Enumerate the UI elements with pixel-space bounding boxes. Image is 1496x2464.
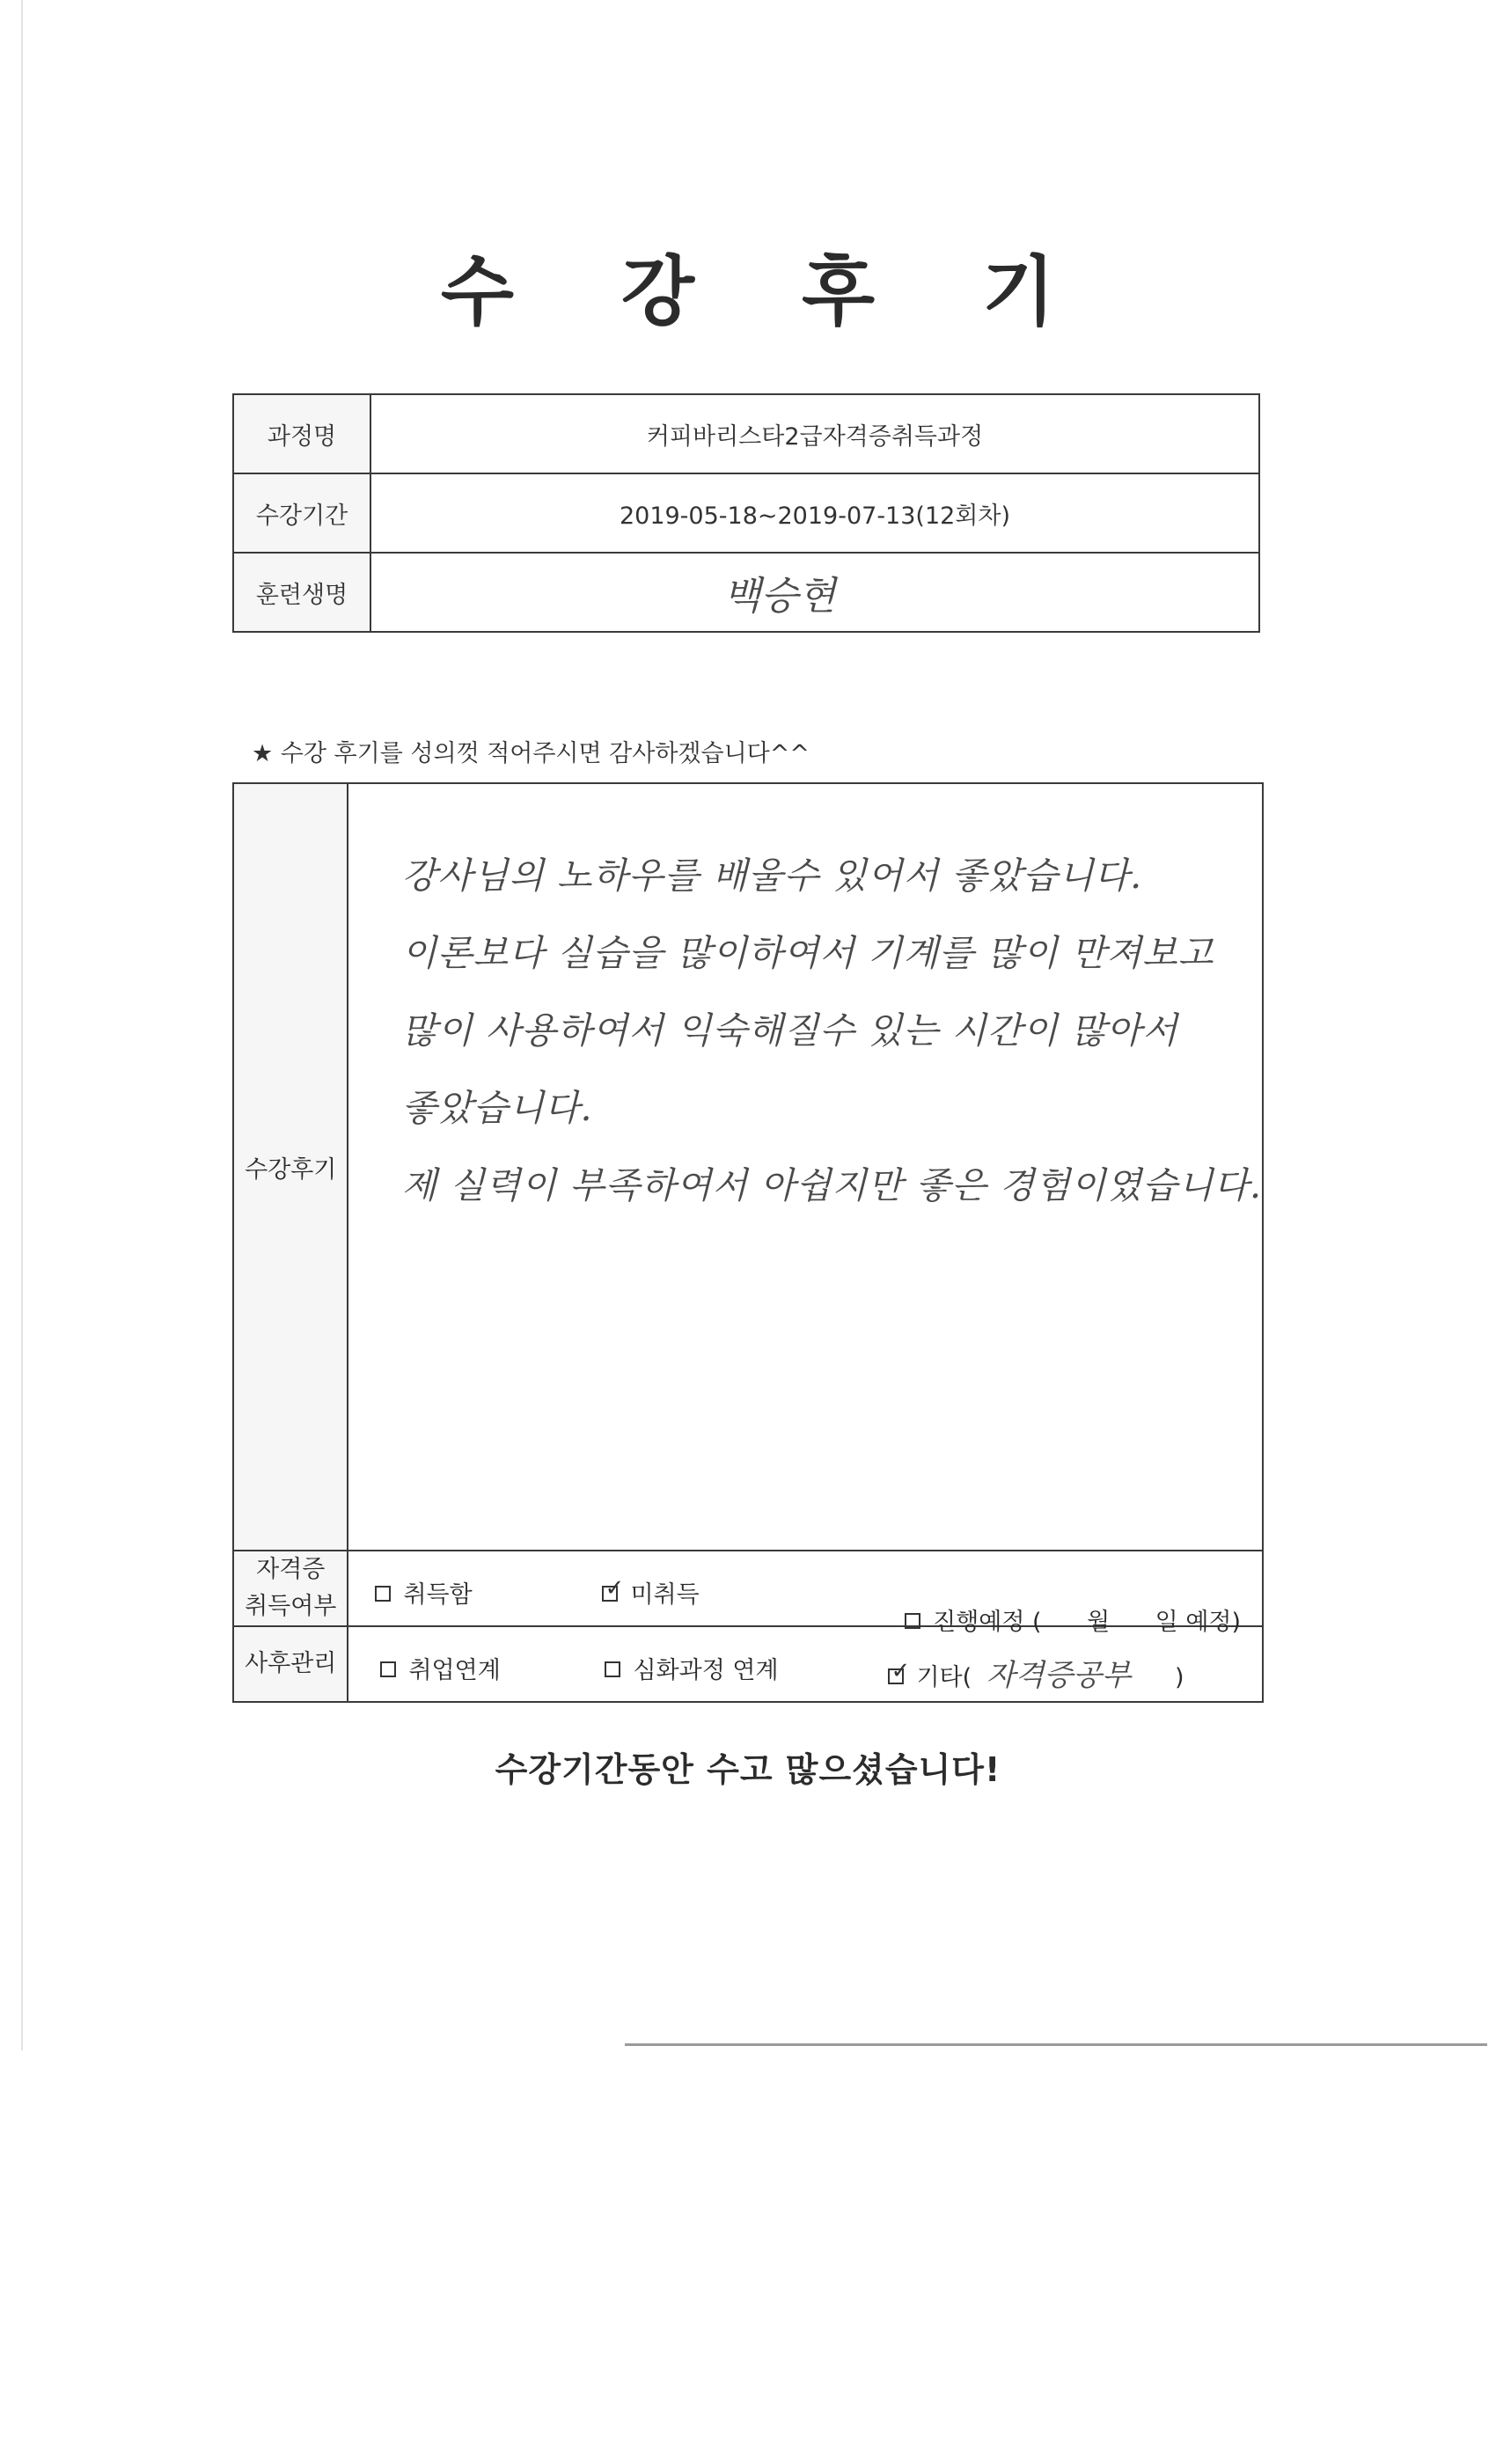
review-label: 수강후기 — [233, 783, 348, 1551]
review-line: 많이 사용하여서 익숙해질수 있는 시간이 많아서 — [401, 1009, 1178, 1052]
certification-label-line2: 취득여부 — [245, 1593, 337, 1620]
option-other-close: ) — [1175, 1664, 1184, 1691]
option-other-value: 자격증공부 — [986, 1658, 1131, 1693]
checkbox-job-link[interactable] — [380, 1661, 396, 1677]
trainee-name: 백승현 — [370, 553, 1259, 632]
option-in-progress-label: 진행예정 ( 월 일 예정) — [933, 1609, 1242, 1636]
review-text-area — [348, 783, 1263, 1551]
option-job-link[interactable] — [380, 1651, 500, 1685]
option-advanced-course[interactable] — [605, 1651, 778, 1685]
course-info-table — [232, 393, 1260, 633]
page-edge-line — [625, 2043, 1487, 2046]
period-label: 수강기간 — [233, 473, 370, 553]
certification-options — [348, 1551, 1263, 1636]
review-table — [232, 782, 1264, 1703]
certification-label — [233, 1551, 348, 1626]
course-label: 과정명 — [233, 394, 370, 473]
option-advanced-course-label: 심화과정 연계 — [633, 1657, 779, 1684]
aftercare-options — [348, 1626, 1263, 1702]
review-line: 강사님의 노하우를 배울수 있어서 좋았습니다. — [401, 854, 1143, 897]
course-value: 커피바리스타2급자격증취득과정 — [370, 394, 1259, 473]
option-not-acquired-label: 미취득 — [630, 1581, 700, 1609]
check-mark-icon: ✓ — [891, 1658, 911, 1684]
checkbox-acquired[interactable] — [375, 1586, 391, 1602]
option-other[interactable] — [888, 1651, 1184, 1694]
review-line: 이론보다 실습을 많이하여서 기계를 많이 만져보고 — [401, 932, 1214, 974]
certification-label-line1: 자격증 — [256, 1556, 326, 1583]
page-title: 수 강 후 기 — [440, 248, 1096, 336]
review-row — [233, 783, 1263, 1551]
certification-row — [233, 1551, 1263, 1626]
trainee-label: 훈련생명 — [233, 553, 370, 632]
course-row — [233, 394, 1259, 473]
checkbox-other[interactable] — [888, 1658, 911, 1684]
closing-message: 수강기간동안 수고 많으셨습니다! — [495, 1750, 1001, 1789]
option-not-acquired[interactable] — [602, 1575, 699, 1610]
option-acquired-label: 취득함 — [403, 1581, 473, 1609]
check-mark-icon: ✓ — [605, 1575, 625, 1602]
option-acquired[interactable] — [375, 1575, 472, 1610]
period-row — [233, 473, 1259, 553]
period-value: 2019-05-18~2019-07-13(12회차) — [370, 473, 1259, 553]
checkbox-not-acquired[interactable] — [602, 1575, 625, 1602]
review-line: 좋았습니다. — [401, 1087, 593, 1129]
option-job-link-label: 취업연계 — [408, 1657, 501, 1684]
instruction-note: ★ 수강 후기를 성의껏 적어주시면 감사하겠습니다^^ — [252, 740, 810, 767]
aftercare-row — [233, 1626, 1263, 1702]
review-line: 제 실력이 부족하여서 아쉽지만 좋은 경험이였습니다. — [401, 1164, 1262, 1206]
checkbox-advanced-course[interactable] — [605, 1661, 620, 1677]
trainee-row — [233, 553, 1259, 632]
aftercare-label: 사후관리 — [233, 1626, 348, 1702]
option-other-label: 기타( — [916, 1664, 972, 1691]
